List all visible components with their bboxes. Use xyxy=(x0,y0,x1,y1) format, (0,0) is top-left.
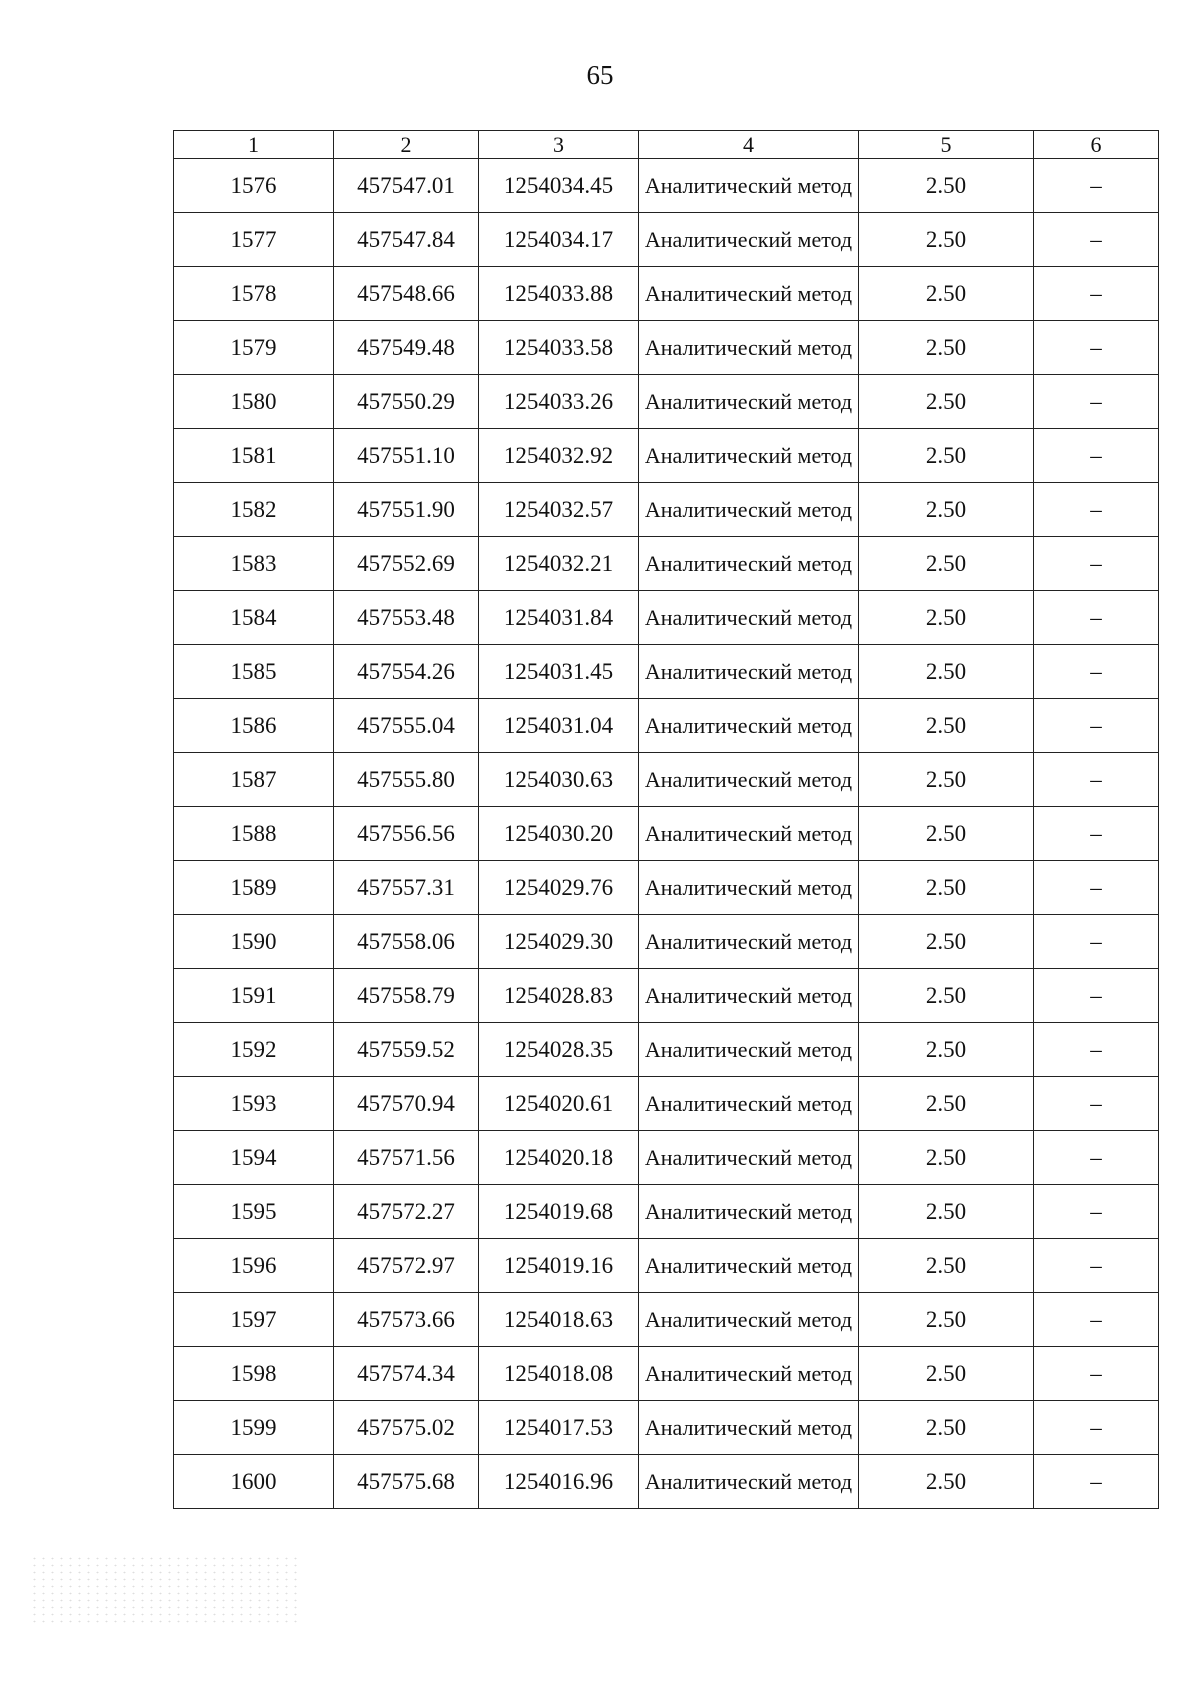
y-coordinate-cell: 1254032.57 xyxy=(479,483,639,537)
point-number-cell: 1582 xyxy=(174,483,334,537)
y-coordinate-cell: 1254019.68 xyxy=(479,1185,639,1239)
method-cell: Аналитический метод xyxy=(639,753,859,807)
point-number-cell: 1599 xyxy=(174,1401,334,1455)
note-cell: – xyxy=(1034,483,1159,537)
y-coordinate-cell: 1254020.18 xyxy=(479,1131,639,1185)
method-cell: Аналитический метод xyxy=(639,213,859,267)
point-number-cell: 1580 xyxy=(174,375,334,429)
precision-cell: 2.50 xyxy=(859,861,1034,915)
note-cell: – xyxy=(1034,321,1159,375)
point-number-cell: 1581 xyxy=(174,429,334,483)
point-number-cell: 1600 xyxy=(174,1455,334,1509)
x-coordinate-cell: 457551.90 xyxy=(334,483,479,537)
y-coordinate-cell: 1254029.76 xyxy=(479,861,639,915)
x-coordinate-cell: 457556.56 xyxy=(334,807,479,861)
y-coordinate-cell: 1254028.83 xyxy=(479,969,639,1023)
precision-cell: 2.50 xyxy=(859,969,1034,1023)
x-coordinate-cell: 457552.69 xyxy=(334,537,479,591)
point-number-cell: 1585 xyxy=(174,645,334,699)
precision-cell: 2.50 xyxy=(859,321,1034,375)
table-row xyxy=(174,321,1159,375)
table-row xyxy=(174,1023,1159,1077)
precision-cell: 2.50 xyxy=(859,375,1034,429)
method-cell: Аналитический метод xyxy=(639,1293,859,1347)
table-row xyxy=(174,915,1159,969)
table-row xyxy=(174,1347,1159,1401)
method-cell: Аналитический метод xyxy=(639,1455,859,1509)
point-number-cell: 1596 xyxy=(174,1239,334,1293)
column-header: 1 xyxy=(174,131,334,159)
method-cell: Аналитический метод xyxy=(639,1023,859,1077)
table-row xyxy=(174,1239,1159,1293)
precision-cell: 2.50 xyxy=(859,537,1034,591)
note-cell: – xyxy=(1034,861,1159,915)
note-cell: – xyxy=(1034,1347,1159,1401)
note-cell: – xyxy=(1034,213,1159,267)
precision-cell: 2.50 xyxy=(859,1131,1034,1185)
column-header: 3 xyxy=(479,131,639,159)
column-header: 2 xyxy=(334,131,479,159)
point-number-cell: 1587 xyxy=(174,753,334,807)
note-cell: – xyxy=(1034,645,1159,699)
y-coordinate-cell: 1254018.63 xyxy=(479,1293,639,1347)
y-coordinate-cell: 1254018.08 xyxy=(479,1347,639,1401)
precision-cell: 2.50 xyxy=(859,1023,1034,1077)
page-number: 65 xyxy=(586,60,614,90)
x-coordinate-cell: 457570.94 xyxy=(334,1077,479,1131)
table-row xyxy=(174,1077,1159,1131)
precision-cell: 2.50 xyxy=(859,1185,1034,1239)
method-cell: Аналитический метод xyxy=(639,1401,859,1455)
precision-cell: 2.50 xyxy=(859,483,1034,537)
table-row xyxy=(174,537,1159,591)
note-cell: – xyxy=(1034,1293,1159,1347)
y-coordinate-cell: 1254033.58 xyxy=(479,321,639,375)
x-coordinate-cell: 457559.52 xyxy=(334,1023,479,1077)
y-coordinate-cell: 1254029.30 xyxy=(479,915,639,969)
note-cell: – xyxy=(1034,969,1159,1023)
method-cell: Аналитический метод xyxy=(639,159,859,213)
table-row xyxy=(174,1293,1159,1347)
method-cell: Аналитический метод xyxy=(639,321,859,375)
column-header: 5 xyxy=(859,131,1034,159)
point-number-cell: 1590 xyxy=(174,915,334,969)
y-coordinate-cell: 1254031.45 xyxy=(479,645,639,699)
method-cell: Аналитический метод xyxy=(639,1239,859,1293)
table-row xyxy=(174,213,1159,267)
table-row xyxy=(174,753,1159,807)
table-body xyxy=(174,159,1159,1509)
point-number-cell: 1579 xyxy=(174,321,334,375)
table-row xyxy=(174,267,1159,321)
note-cell: – xyxy=(1034,267,1159,321)
y-coordinate-cell: 1254032.21 xyxy=(479,537,639,591)
header-row xyxy=(174,131,1159,159)
x-coordinate-cell: 457573.66 xyxy=(334,1293,479,1347)
precision-cell: 2.50 xyxy=(859,699,1034,753)
x-coordinate-cell: 457547.84 xyxy=(334,213,479,267)
note-cell: – xyxy=(1034,1455,1159,1509)
note-cell: – xyxy=(1034,699,1159,753)
table-row xyxy=(174,1455,1159,1509)
table-row xyxy=(174,483,1159,537)
x-coordinate-cell: 457548.66 xyxy=(334,267,479,321)
note-cell: – xyxy=(1034,159,1159,213)
precision-cell: 2.50 xyxy=(859,1239,1034,1293)
point-number-cell: 1586 xyxy=(174,699,334,753)
table-row xyxy=(174,807,1159,861)
note-cell: – xyxy=(1034,1185,1159,1239)
method-cell: Аналитический метод xyxy=(639,1077,859,1131)
y-coordinate-cell: 1254031.04 xyxy=(479,699,639,753)
point-number-cell: 1584 xyxy=(174,591,334,645)
note-cell: – xyxy=(1034,1023,1159,1077)
x-coordinate-cell: 457554.26 xyxy=(334,645,479,699)
precision-cell: 2.50 xyxy=(859,915,1034,969)
method-cell: Аналитический метод xyxy=(639,915,859,969)
precision-cell: 2.50 xyxy=(859,267,1034,321)
point-number-cell: 1588 xyxy=(174,807,334,861)
table-row xyxy=(174,699,1159,753)
column-header: 4 xyxy=(639,131,859,159)
method-cell: Аналитический метод xyxy=(639,429,859,483)
note-cell: – xyxy=(1034,1077,1159,1131)
point-number-cell: 1591 xyxy=(174,969,334,1023)
note-cell: – xyxy=(1034,429,1159,483)
point-number-cell: 1595 xyxy=(174,1185,334,1239)
precision-cell: 2.50 xyxy=(859,1401,1034,1455)
y-coordinate-cell: 1254034.45 xyxy=(479,159,639,213)
note-cell: – xyxy=(1034,591,1159,645)
y-coordinate-cell: 1254017.53 xyxy=(479,1401,639,1455)
x-coordinate-cell: 457572.27 xyxy=(334,1185,479,1239)
x-coordinate-cell: 457558.06 xyxy=(334,915,479,969)
note-cell: – xyxy=(1034,1239,1159,1293)
table-row xyxy=(174,1401,1159,1455)
note-cell: – xyxy=(1034,807,1159,861)
point-number-cell: 1594 xyxy=(174,1131,334,1185)
method-cell: Аналитический метод xyxy=(639,969,859,1023)
method-cell: Аналитический метод xyxy=(639,645,859,699)
precision-cell: 2.50 xyxy=(859,645,1034,699)
y-coordinate-cell: 1254031.84 xyxy=(479,591,639,645)
y-coordinate-cell: 1254030.20 xyxy=(479,807,639,861)
table-row xyxy=(174,861,1159,915)
y-coordinate-cell: 1254020.61 xyxy=(479,1077,639,1131)
method-cell: Аналитический метод xyxy=(639,1347,859,1401)
y-coordinate-cell: 1254016.96 xyxy=(479,1455,639,1509)
x-coordinate-cell: 457555.80 xyxy=(334,753,479,807)
precision-cell: 2.50 xyxy=(859,429,1034,483)
table-row xyxy=(174,969,1159,1023)
y-coordinate-cell: 1254032.92 xyxy=(479,429,639,483)
scan-artifact xyxy=(30,1555,300,1625)
precision-cell: 2.50 xyxy=(859,1347,1034,1401)
point-number-cell: 1593 xyxy=(174,1077,334,1131)
x-coordinate-cell: 457571.56 xyxy=(334,1131,479,1185)
table-row xyxy=(174,159,1159,213)
x-coordinate-cell: 457547.01 xyxy=(334,159,479,213)
x-coordinate-cell: 457574.34 xyxy=(334,1347,479,1401)
x-coordinate-cell: 457553.48 xyxy=(334,591,479,645)
point-number-cell: 1583 xyxy=(174,537,334,591)
precision-cell: 2.50 xyxy=(859,1293,1034,1347)
precision-cell: 2.50 xyxy=(859,159,1034,213)
note-cell: – xyxy=(1034,753,1159,807)
point-number-cell: 1578 xyxy=(174,267,334,321)
method-cell: Аналитический метод xyxy=(639,861,859,915)
precision-cell: 2.50 xyxy=(859,213,1034,267)
x-coordinate-cell: 457550.29 xyxy=(334,375,479,429)
method-cell: Аналитический метод xyxy=(639,537,859,591)
y-coordinate-cell: 1254034.17 xyxy=(479,213,639,267)
method-cell: Аналитический метод xyxy=(639,483,859,537)
method-cell: Аналитический метод xyxy=(639,591,859,645)
note-cell: – xyxy=(1034,915,1159,969)
x-coordinate-cell: 457572.97 xyxy=(334,1239,479,1293)
method-cell: Аналитический метод xyxy=(639,1131,859,1185)
point-number-cell: 1589 xyxy=(174,861,334,915)
x-coordinate-cell: 457575.68 xyxy=(334,1455,479,1509)
x-coordinate-cell: 457555.04 xyxy=(334,699,479,753)
precision-cell: 2.50 xyxy=(859,591,1034,645)
note-cell: – xyxy=(1034,1401,1159,1455)
point-number-cell: 1597 xyxy=(174,1293,334,1347)
table-row xyxy=(174,375,1159,429)
method-cell: Аналитический метод xyxy=(639,699,859,753)
x-coordinate-cell: 457557.31 xyxy=(334,861,479,915)
column-header: 6 xyxy=(1034,131,1159,159)
method-cell: Аналитический метод xyxy=(639,1185,859,1239)
table-row xyxy=(174,1185,1159,1239)
y-coordinate-cell: 1254028.35 xyxy=(479,1023,639,1077)
point-number-cell: 1576 xyxy=(174,159,334,213)
precision-cell: 2.50 xyxy=(859,753,1034,807)
precision-cell: 2.50 xyxy=(859,1455,1034,1509)
point-number-cell: 1577 xyxy=(174,213,334,267)
point-number-cell: 1592 xyxy=(174,1023,334,1077)
method-cell: Аналитический метод xyxy=(639,375,859,429)
precision-cell: 2.50 xyxy=(859,807,1034,861)
method-cell: Аналитический метод xyxy=(639,807,859,861)
note-cell: – xyxy=(1034,375,1159,429)
x-coordinate-cell: 457575.02 xyxy=(334,1401,479,1455)
precision-cell: 2.50 xyxy=(859,1077,1034,1131)
y-coordinate-cell: 1254030.63 xyxy=(479,753,639,807)
table-row xyxy=(174,1131,1159,1185)
x-coordinate-cell: 457549.48 xyxy=(334,321,479,375)
y-coordinate-cell: 1254019.16 xyxy=(479,1239,639,1293)
note-cell: – xyxy=(1034,537,1159,591)
table-row xyxy=(174,645,1159,699)
y-coordinate-cell: 1254033.88 xyxy=(479,267,639,321)
table-row xyxy=(174,429,1159,483)
note-cell: – xyxy=(1034,1131,1159,1185)
table-row xyxy=(174,591,1159,645)
x-coordinate-cell: 457551.10 xyxy=(334,429,479,483)
method-cell: Аналитический метод xyxy=(639,267,859,321)
coordinates-table xyxy=(173,130,1159,1509)
y-coordinate-cell: 1254033.26 xyxy=(479,375,639,429)
point-number-cell: 1598 xyxy=(174,1347,334,1401)
x-coordinate-cell: 457558.79 xyxy=(334,969,479,1023)
